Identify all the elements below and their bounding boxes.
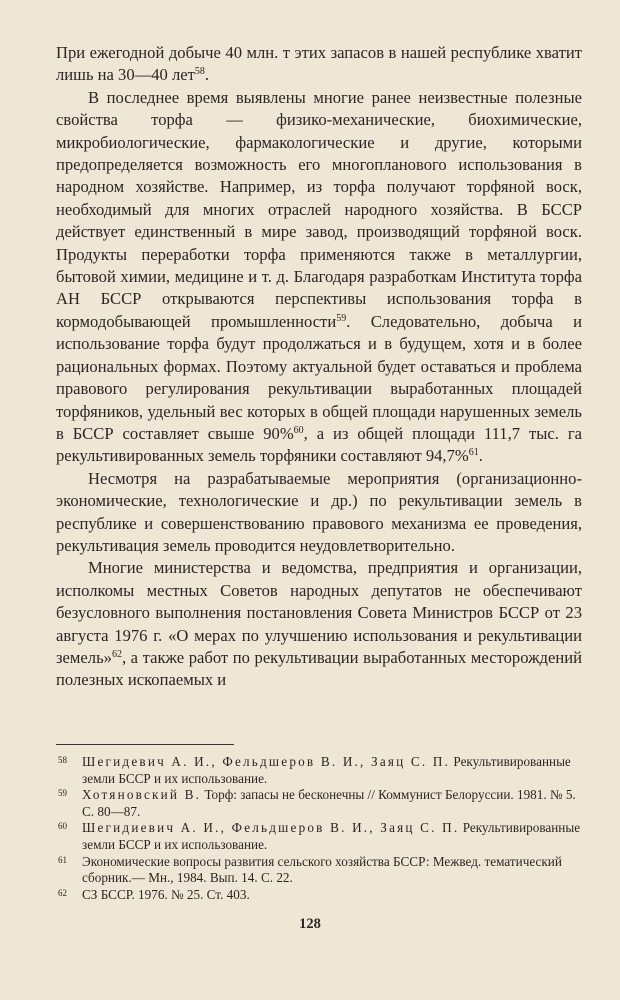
footnote-58 bbox=[56, 754, 582, 787]
footnote-ref-59[interactable]: 59 bbox=[336, 312, 347, 324]
paragraph-2-text-c: , а из общей площади 111,7 тыс. га рекультивированных земель торфяники составляют 94,7% bbox=[56, 423, 582, 466]
footnotes bbox=[56, 754, 582, 903]
footnote-ref-58[interactable]: 58 bbox=[194, 66, 205, 78]
footnote-61 bbox=[56, 854, 582, 887]
paragraph-3-text: Несмотря на разрабатываемые мероприятия (организационно-экономические, технологические и др.) по рекультивации земель в республике и совершенствованию правового механизма ее проведения, рекультивация земель проводится неудовлетворительно. bbox=[56, 468, 582, 555]
paragraph-2 bbox=[56, 87, 582, 468]
footnote-text: Рекультивированные земли БССР и их использование. bbox=[82, 820, 581, 852]
footnote-text: Рекультивированные земли БССР и их использование. bbox=[82, 754, 571, 786]
paragraph-2-text-b: . Следовательно, добыча и использование торфа будут продолжаться и в будущем, хотя и в более рациональных формах. Поэтому актуальной будет оставаться и проблема правового регулирования рекультивации выработанных площадей торфяников, удельный вес которых в общей площади нарушенных земель в БССР составляет свыше 90% bbox=[56, 311, 582, 443]
paragraph-1 bbox=[56, 42, 582, 87]
paragraph-4-text-a: Многие министерства и ведомства, предприятия и организации, исполкомы местных Советов народных депутатов не обеспечивают безусловного выполнения постановления Совета Министров БССР от 23 августа 1976 г. «О мерах по улучшению использования и рекультивации земель» bbox=[56, 558, 582, 667]
footnote-authors: Шегидевич А. И., Фельдшеров В. И., Заяц С. П. bbox=[82, 754, 451, 769]
footnote-number: 60 bbox=[58, 821, 67, 832]
footnote-62 bbox=[56, 887, 582, 904]
footnote-60 bbox=[56, 820, 582, 853]
footnote-number: 62 bbox=[58, 887, 67, 898]
footnote-number: 58 bbox=[58, 755, 67, 765]
paragraph-3 bbox=[56, 468, 582, 558]
footnote-text: СЗ БССР. 1976. № 25. Ст. 403. bbox=[82, 886, 250, 902]
footnote-number: 59 bbox=[58, 788, 67, 799]
paragraph-4-text-b: , а также работ по рекультивации выработанных месторождений полезных ископаемых и bbox=[56, 647, 582, 690]
paragraph-1-end: . bbox=[204, 65, 210, 85]
footnote-text: Торф: запасы не бесконечны // Коммунист Белоруссии. 1981. № 5. С. 80—87. bbox=[82, 787, 576, 819]
main-text bbox=[56, 42, 582, 692]
footnote-authors: Хотяновский В. bbox=[82, 787, 202, 803]
footnote-59 bbox=[56, 787, 582, 820]
footnote-number: 61 bbox=[58, 854, 67, 865]
footnote-text: Экономические вопросы развития сельского хозяйства БССР: Межвед. тематический сборник.— Мн., 1984. Вып. 14. С. 22. bbox=[82, 853, 562, 886]
footnote-ref-62[interactable]: 62 bbox=[111, 648, 122, 660]
page-number: 128 bbox=[299, 916, 321, 932]
footnote-ref-60[interactable]: 60 bbox=[293, 424, 304, 436]
paragraph-2-text-a: В последнее время выявлены многие ранее неизвестные полезные свойства торфа — физико-механические, биохимические, микробиологические, фармакологические и другие, которыми предопределяется возможность его многопланового использования в народном хозяйстве. Например, из торфа получают торфяной воск, необходимый для многих отраслей народного хозяйства. В БССР действует единственный в мире завод, производящий торфяной воск. Продукты переработки торфа применяются также в металлургии, бытовой химии, медицине и т. д. Благодаря разработкам Института торфа АН БССР открываются перспективы использования торфа в кормодобывающей промышленности bbox=[56, 87, 582, 331]
footnote-authors: Шегидиевич А. И., Фельдшеров В. И., Заяц С. П. bbox=[82, 820, 460, 836]
paragraph-4 bbox=[56, 557, 582, 691]
paragraph-1-text: При ежегодной добыче 40 млн. т этих запасов в нашей республике хватит лишь на 30—40 лет bbox=[56, 43, 582, 85]
paragraph-2-end: . bbox=[478, 446, 483, 466]
footnote-ref-61[interactable]: 61 bbox=[468, 447, 479, 459]
footnote-separator bbox=[56, 744, 234, 745]
